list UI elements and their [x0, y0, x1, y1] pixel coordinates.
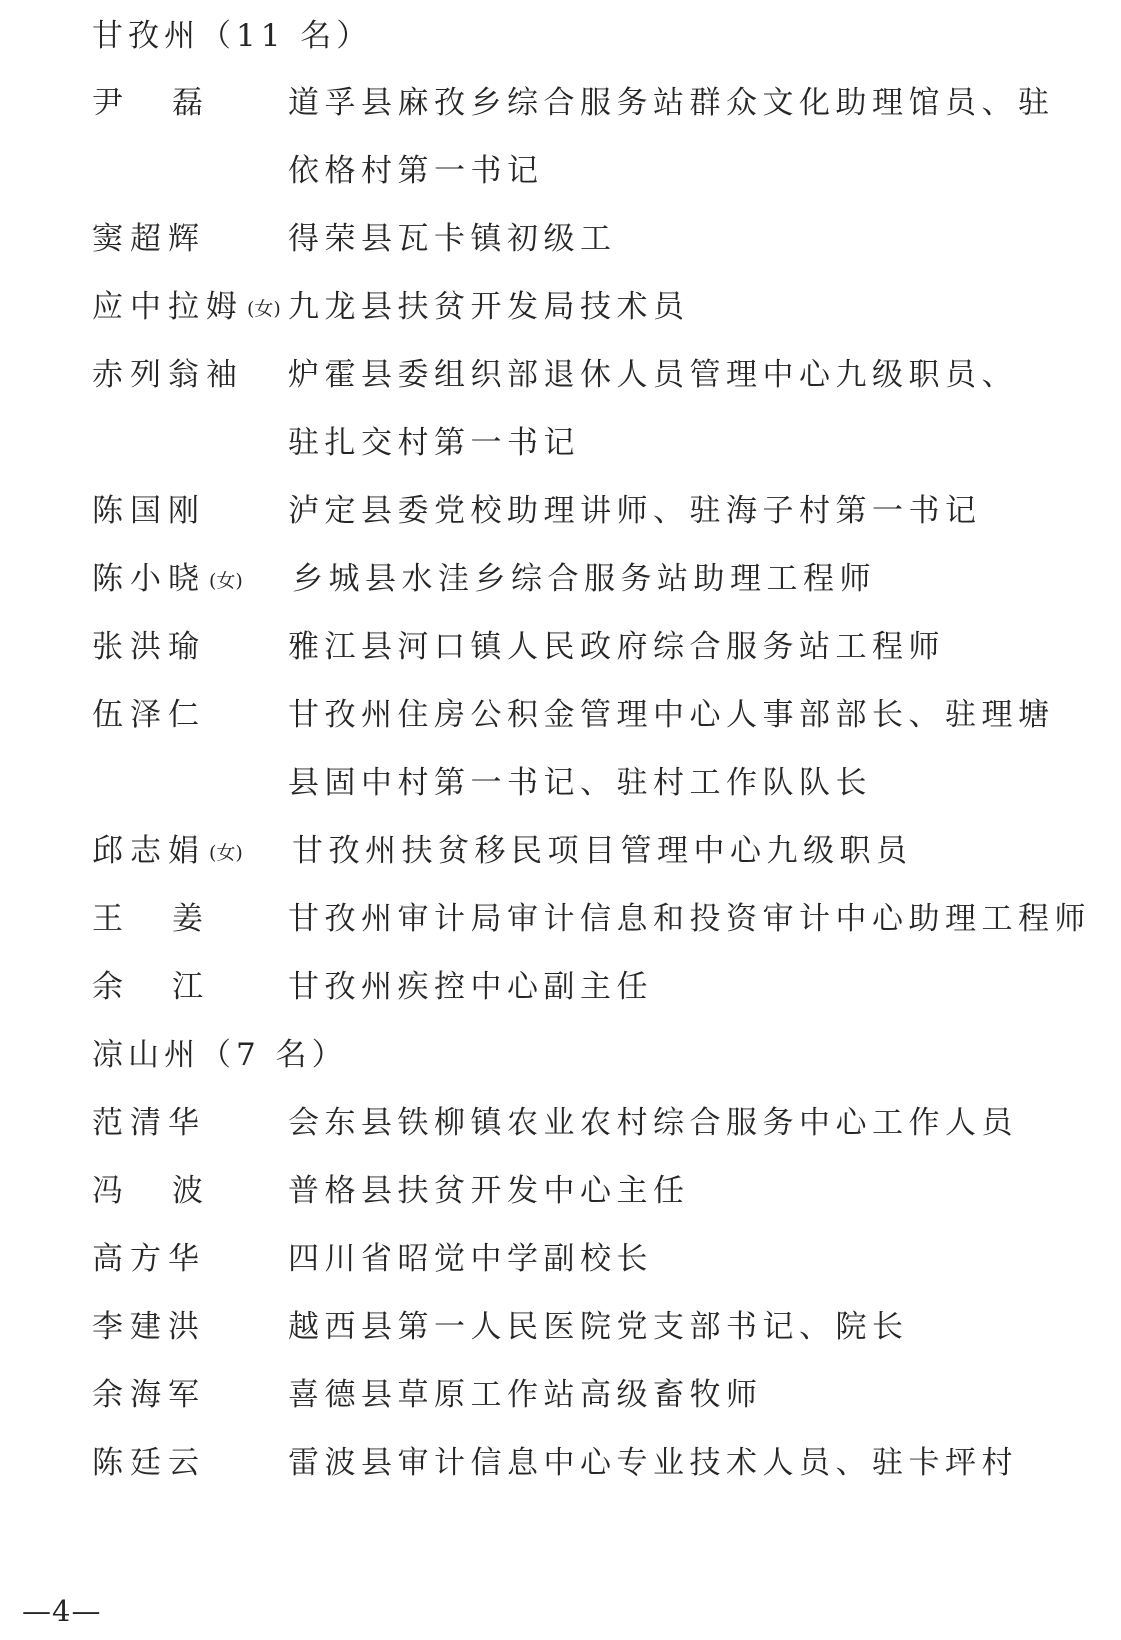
person-title: 炉霍县委组织部退休人员管理中心九级职员、 — [288, 357, 1018, 393]
person-name: 尹 磊 — [92, 85, 210, 121]
person-title-continued: 县固中村第一书记、驻村工作队队长 — [288, 765, 872, 801]
sex-note: (女) — [209, 570, 243, 592]
section-heading-ganzi: 甘孜州（11 名） — [92, 18, 373, 54]
person-name: 高方华 — [92, 1241, 206, 1277]
person-name: 应中拉姆 (女) — [92, 289, 281, 325]
person-title: 雅江县河口镇人民政府综合服务站工程师 — [288, 629, 945, 665]
person-name: 王 姜 — [92, 901, 210, 937]
person-title: 甘孜州住房公积金管理中心人事部部长、驻理塘 — [288, 697, 1055, 733]
person-title-continued: 依格村第一书记 — [288, 153, 544, 189]
person-title: 会东县铁柳镇农业农村综合服务中心工作人员 — [288, 1105, 1018, 1141]
person-name: 陈国刚 — [92, 493, 206, 529]
person-name: 邱志娟 (女) — [92, 833, 243, 869]
person-name: 余海军 — [92, 1377, 206, 1413]
person-title: 甘孜州疾控中心副主任 — [288, 969, 653, 1005]
person-name: 张洪瑜 — [92, 629, 206, 665]
person-title: 喜德县草原工作站高级畜牧师 — [288, 1377, 763, 1413]
person-name: 余 江 — [92, 969, 210, 1005]
person-title: 泸定县委党校助理讲师、驻海子村第一书记 — [288, 493, 982, 529]
person-name: 范清华 — [92, 1105, 206, 1141]
person-name: 陈小晓 (女) — [92, 561, 243, 597]
person-title: 越西县第一人民医院党支部书记、院长 — [288, 1309, 909, 1345]
person-title: 道孚县麻孜乡综合服务站群众文化助理馆员、驻 — [288, 85, 1055, 121]
person-title-continued: 驻扎交村第一书记 — [288, 425, 580, 461]
person-title: 普格县扶贫开发中心主任 — [288, 1173, 690, 1209]
sex-note: (女) — [209, 842, 243, 864]
person-title: 雷波县审计信息中心专业技术人员、驻卡坪村 — [288, 1445, 1018, 1481]
person-title: 九龙县扶贫开发局技术员 — [288, 289, 690, 325]
page-number: —4— — [22, 1594, 102, 1628]
person-title: 甘孜州扶贫移民项目管理中心九级职员 — [292, 833, 913, 869]
person-name: 陈廷云 — [92, 1445, 206, 1481]
person-title: 得荣县瓦卡镇初级工 — [288, 221, 617, 257]
sex-note: (女) — [247, 298, 281, 320]
person-title: 乡城县水洼乡综合服务站助理工程师 — [292, 561, 876, 597]
person-name: 李建洪 — [92, 1309, 206, 1345]
person-name: 窦超辉 — [92, 221, 206, 257]
person-title: 甘孜州审计局审计信息和投资审计中心助理工程师 — [288, 901, 1091, 937]
person-name: 冯 波 — [92, 1173, 210, 1209]
person-name: 赤列翁袖 — [92, 357, 244, 393]
section-heading-liangshan: 凉山州（7 名） — [92, 1037, 348, 1073]
person-name: 伍泽仁 — [92, 697, 206, 733]
person-title: 四川省昭觉中学副校长 — [288, 1241, 653, 1277]
